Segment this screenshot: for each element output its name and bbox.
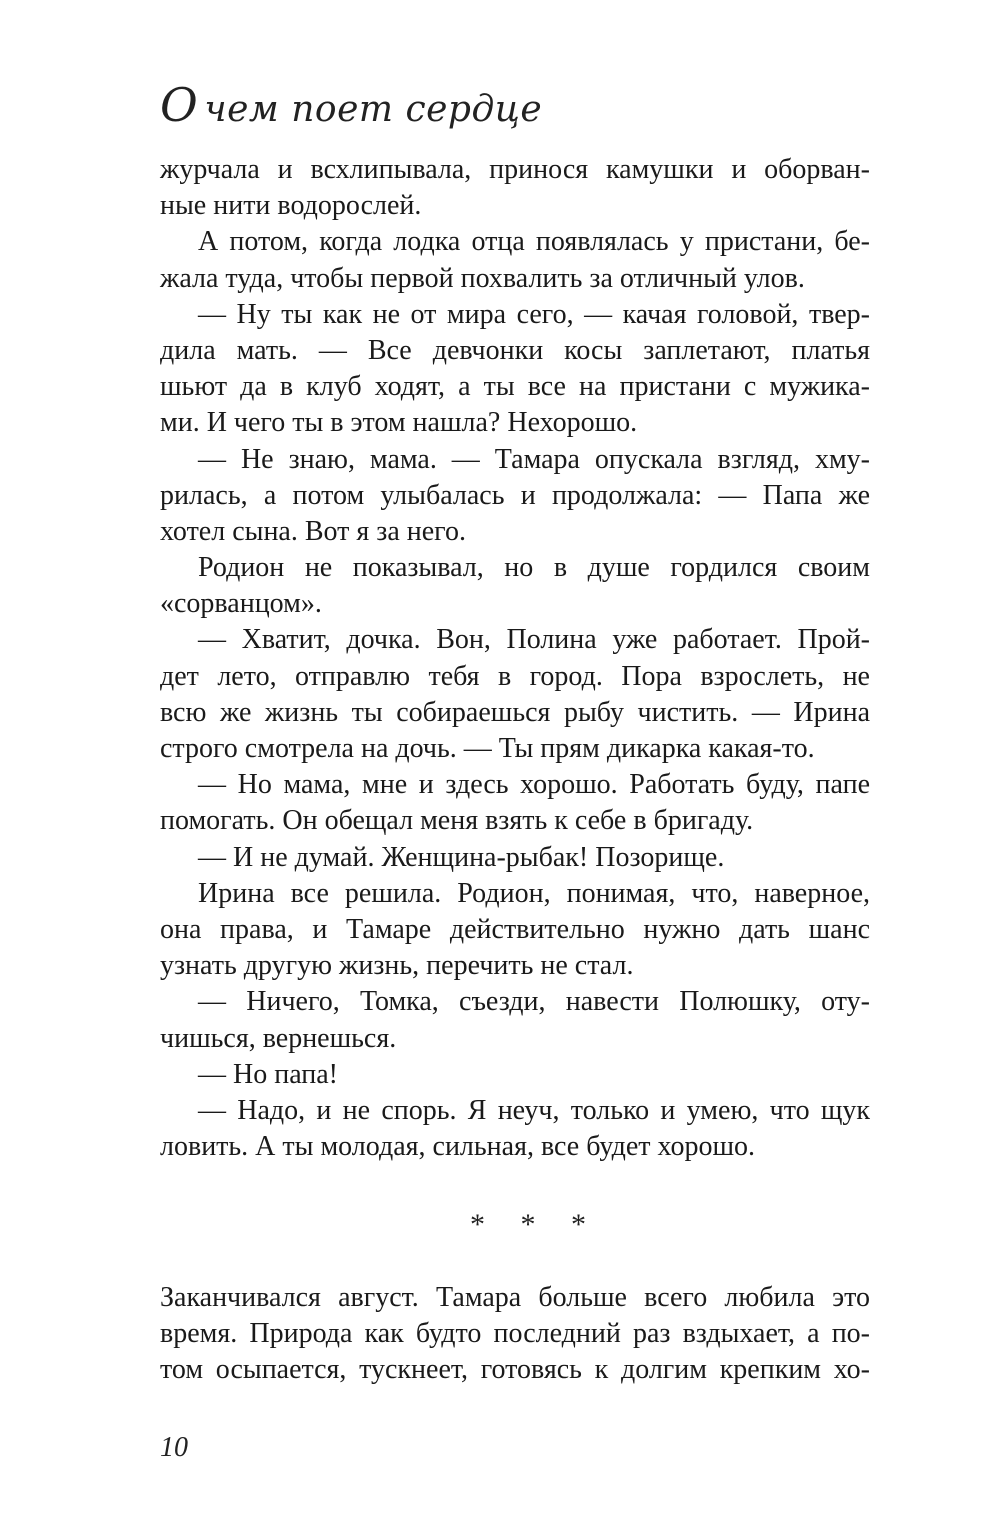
text-line: ные нити водорослей. — [160, 190, 422, 222]
text-line: всю же жизнь ты собираешься рыбу чистить. — Ирина — [160, 696, 870, 728]
text-line: — Ничего, Томка, съезди, навести Полюшку, оту- — [198, 986, 870, 1018]
text-line: — Но папа! — [198, 1058, 338, 1090]
text-line: Заканчивался август. Тамара больше всего любила это — [160, 1282, 870, 1313]
text-line: рилась, а потом улыбалась и продолжала: — Папа же — [160, 479, 870, 511]
section-separator: * * * — [470, 1208, 600, 1241]
text-line: Ирина все решила. Родион, понимая, что, наверное, — [198, 877, 870, 909]
page-number: 10 — [160, 1432, 188, 1463]
running-head-text: чем поет сердце — [204, 89, 543, 130]
body-text-top — [160, 152, 870, 1165]
text-line: узнать другую жизнь, перечить не стал. — [160, 950, 634, 982]
text-line: помогать. Он обещал меня взять к себе в бригаду. — [160, 805, 754, 837]
text-line: «сорванцом». — [160, 588, 322, 620]
text-line: — Ну ты как не от мира сего, — качая головой, твер- — [198, 298, 870, 330]
text-line: журчала и всхлипывала, принося камушки и оборван- — [160, 154, 870, 185]
body-text-bottom — [160, 1280, 870, 1389]
text-line: Родион не показывал, но в душе гордился своим — [198, 552, 870, 584]
text-line: — Хватит, дочка. Вон, Полина уже работает. Прой- — [198, 624, 870, 656]
text-line: хотел сына. Вот я за него. — [160, 515, 466, 547]
text-line: чишься, вернешься. — [160, 1022, 397, 1054]
text-line: ми. И чего ты в этом нашла? Нехорошо. — [160, 407, 638, 439]
text-line: — Надо, и не спорь. Я неуч, только и умею, что щук — [198, 1094, 870, 1126]
text-line: дет лето, отправлю тебя в город. Пора взрослеть, не — [160, 660, 870, 692]
text-line: время. Природа как будто последний раз вздыхает, а по- — [160, 1318, 870, 1350]
text-line: шьют да в клуб ходят, а ты все на пристани с мужика- — [160, 371, 870, 403]
text-line: дила мать. — Все девчонки косы заплетают, платья — [160, 334, 870, 366]
text-line: том осыпается, тускнеет, готовясь к долгим крепким хо- — [160, 1354, 870, 1386]
running-head-initial: О — [160, 78, 199, 132]
text-line: ловить. А ты молодая, сильная, все будет хорошо. — [160, 1131, 756, 1163]
text-line: — И не думай. Женщина-рыбак! Позорище. — [198, 841, 725, 873]
text-line: — Но мама, мне и здесь хорошо. Работать буду, папе — [198, 769, 870, 801]
text-line: жала туда, чтобы первой похвалить за отличный улов. — [160, 262, 805, 294]
text-line: — Не знаю, мама. — Тамара опускала взгляд, хму- — [198, 443, 870, 475]
text-line: она права, и Тамаре действительно нужно дать шанс — [160, 913, 870, 945]
text-line: А потом, когда лодка отца появлялась у пристани, бе- — [198, 226, 870, 258]
text-line: строго смотрела на дочь. — Ты прям дикарка какая-то. — [160, 733, 815, 764]
running-head — [160, 78, 542, 132]
